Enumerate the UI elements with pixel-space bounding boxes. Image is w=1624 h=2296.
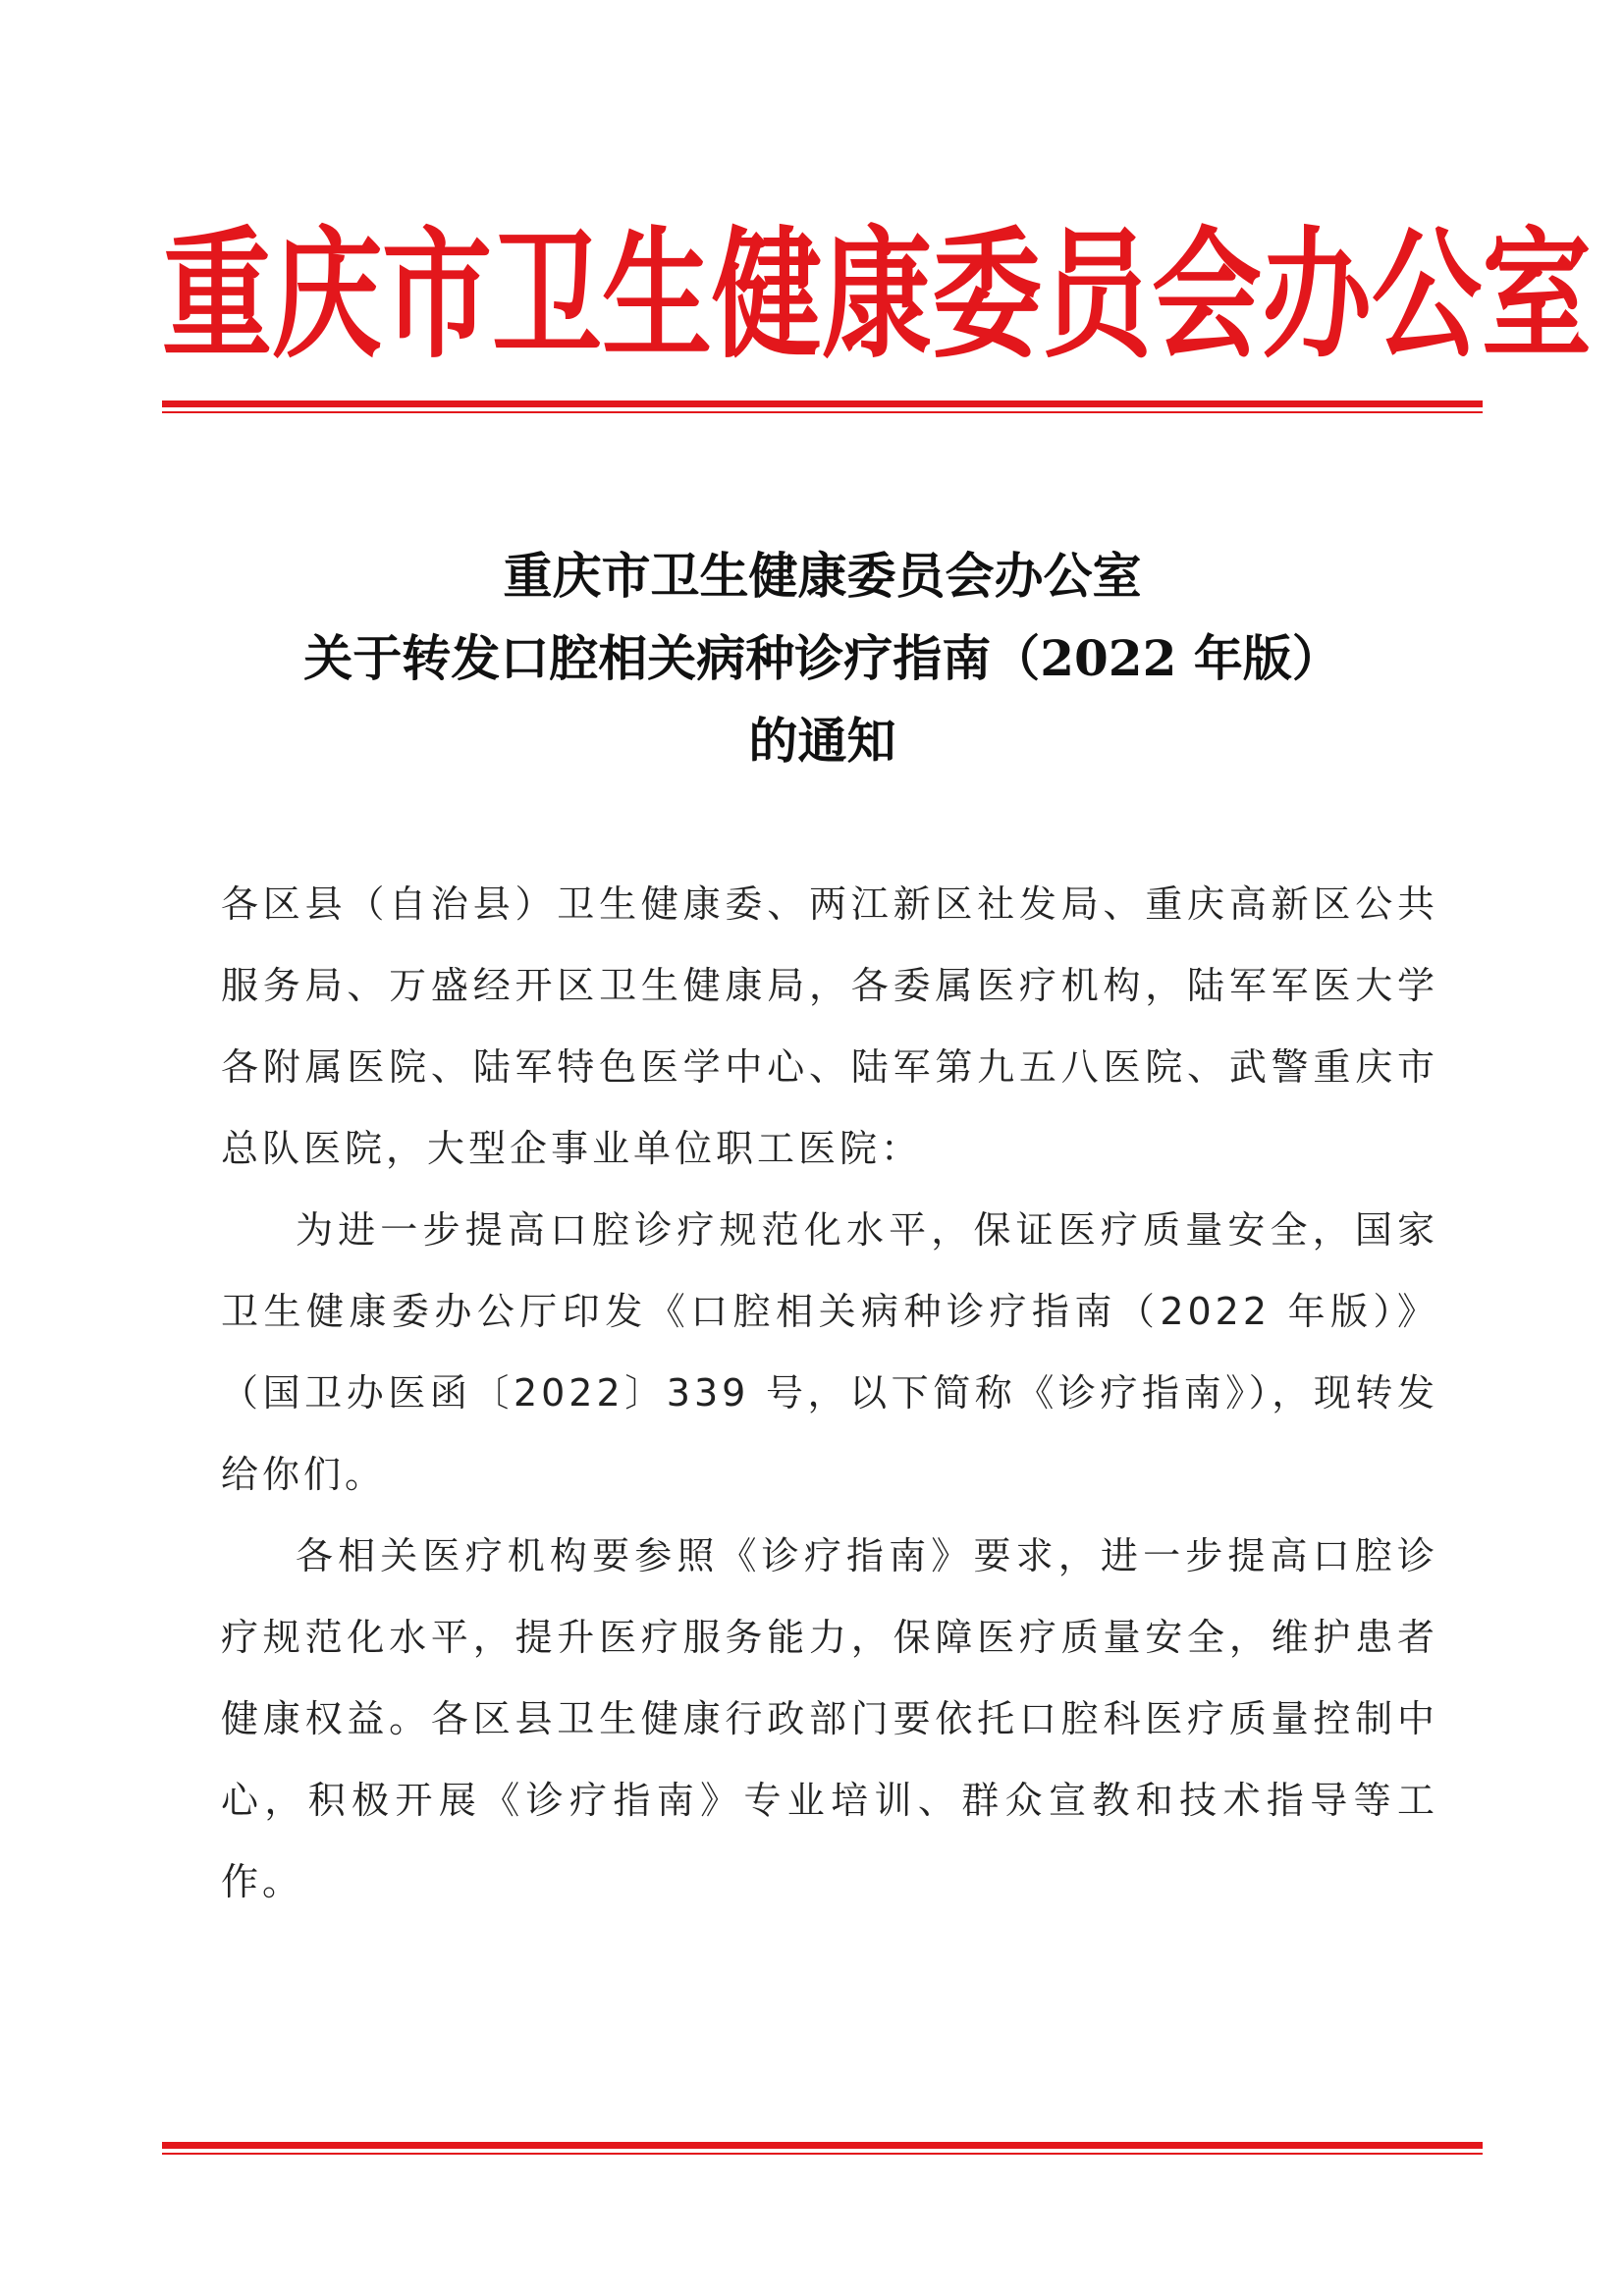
addressee-paragraph: 各区县（自治县）卫生健康委、两江新区社发局、重庆高新区公共服务局、万盛经开区卫生健康局，各委属医疗机构，陆军军医大学各附属医院、陆军特色医学中心、陆军第九五八医院、武警重庆市总队医院，大型企事业单位职工医院： bbox=[221, 882, 1438, 1170]
divider-thick-line bbox=[162, 2142, 1483, 2149]
divider-thick-line bbox=[162, 400, 1483, 407]
document-masthead: 重庆市卫生健康委员会办公室 bbox=[162, 214, 1592, 379]
title-line-3: 的通知 bbox=[748, 712, 896, 770]
body-paragraph-1: 为进一步提高口腔诊疗规范化水平，保证医疗质量安全，国家卫生健康委办公厅印发《口腔相关病种诊疗指南（2022 年版）》（国卫办医函〔2022〕339 号，以下简称《诊疗指南》），现转发给你们。 bbox=[221, 1208, 1438, 1496]
document-body bbox=[221, 864, 1438, 1923]
document-title bbox=[162, 535, 1483, 782]
body-paragraph-2: 各相关医疗机构要参照《诊疗指南》要求，进一步提高口腔诊疗规范化水平，提升医疗服务能力，保障医疗质量安全，维护患者健康权益。各区县卫生健康行政部门要依托口腔科医疗质量控制中心，积极开展《诊疗指南》专业培训、群众宣教和技术指导等工作。 bbox=[221, 1534, 1438, 1903]
divider-thin-line bbox=[162, 2153, 1483, 2155]
title-line-1: 重庆市卫生健康委员会办公室 bbox=[503, 547, 1142, 605]
title-line-2: 关于转发口腔相关病种诊疗指南（2022 年版） bbox=[303, 629, 1341, 687]
masthead-red-divider bbox=[162, 400, 1483, 413]
divider-thin-line bbox=[162, 411, 1483, 413]
footer-red-divider bbox=[162, 2142, 1483, 2155]
